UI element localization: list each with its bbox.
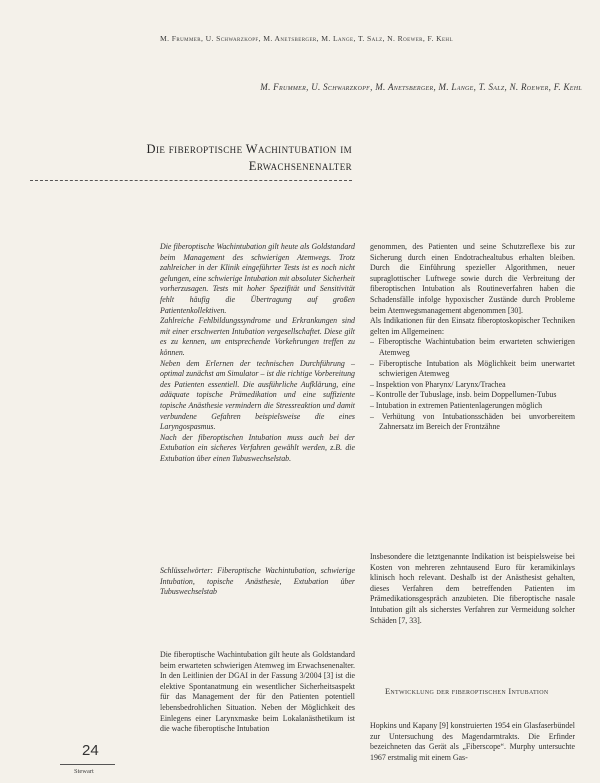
page-number: 24 — [82, 742, 99, 759]
article-title — [100, 141, 352, 175]
list-item: – Intubation in extremen Patientenlagerungen möglich — [370, 400, 543, 410]
title-divider — [30, 180, 352, 181]
list-item: – Fiberoptische Intubation als Möglichkeit beim unerwartet schwierigen Atemweg — [370, 358, 575, 379]
list-item: – Inspektion von Pharynx/ Larynx/Trachea — [370, 379, 506, 389]
author-list: M. Frummer, U. Schwarzkopf, M. Anetsberger, M. Lange, T. Salz, N. Roewer, F. Kehl — [260, 82, 582, 92]
list-item: – Verhütung von Intubationsschäden bei unvorbereitem Zahnersatz im Bereich der Frontzähne — [370, 411, 575, 432]
abstract-paragraph: Die fiberoptische Wachintubation gilt heute als Goldstandard beim Management des schwierigen Atemwegs. Trotz zahlreicher in der Klinik eingeführter Tests ist es noch nicht gelungen, eine schwierige Intubation mit absoluter Sicherheit vorherzusagen. Tests mit hoher Spezifität und Sensitivität fehlt häufig die Übertragung auf großen Patientenkollektiven. — [160, 242, 355, 315]
running-head: M. Frummer, U. Schwarzkopf, M. Anetsberger, M. Lange, T. Salz, N. Roewer, F. Kehl — [160, 34, 453, 43]
page-number-rule — [60, 764, 115, 765]
indications-intro: Als Indikationen für den Einsatz fiberoptoskopischer Techniken gelten im Allgemeinen: — [370, 316, 575, 336]
keywords: Schlüsselwörter: Fiberoptische Wachintubation, schwierige Intubation, topische Anästhesie, Extubation über Tubuswechselstab — [160, 566, 355, 597]
title-line-2: Erwachsenenalter — [248, 159, 352, 173]
list-item: – Fiberoptische Wachintubation beim erwarteten schwierigen Atemweg — [370, 337, 575, 357]
abstract — [160, 242, 355, 464]
abstract-paragraph: Neben dem Erlernen der technischen Durchführung – optimal zunächst am Simulator – ist die richtige Vorbereitung des Patienten essentiell. Die ausführliche Aufklärung, eine adäquate topische Prämedikation und eine suffiziente topische Anästhesie vermindern die Stressreaktion und damit verbundene Gefahren beispielsweise die eines Laryngospasmus. — [160, 358, 355, 432]
history-paragraph: Hopkins und Kapany [9] konstruierten 1954 ein Glasfaserbündel zur Untersuchung des Magendarmtrakts. Die Erfinder bezeichneten das Gerät als „Fiberscope“. Murphy untersuchte 1967 erstmalig mit einem Gas- — [370, 721, 575, 762]
list-item: – Kontrolle der Tubuslage, insb. beim Doppellumen-Tubus — [370, 390, 557, 400]
abstract-paragraph: Zahlreiche Fehlbildungssyndrome und Erkrankungen sind mit einer erschwerten Intubation vergesellschaftet. Diese gilt es zu kennen, um entsprechende Vorkehrungen treffen zu können. — [160, 316, 355, 357]
indications-list — [370, 337, 575, 432]
title-line-1: Die fiberoptische Wachintubation im — [146, 142, 352, 156]
abstract-paragraph: Nach der fiberoptischen Intubation muss auch bei der Extubation ein sicheres Verfahren gewählt werden, z.B. die Extubation über einen Tubuswechselstab. — [160, 432, 355, 463]
journal-label: Stewart — [74, 768, 94, 775]
right-intro-paragraph: genommen, des Patienten und seine Schutzreflexe bis zur Sicherung durch einen Endotrachealtubus erhalten bleiben. Durch die Einführung spezieller Algorithmen, neuer supraglottischer Luftwege sowie durch die Verbreitung der fiberoptischen Intubation als Routineverfahren haben die Schadensfälle infolge hypoxischer Zustände durch Probleme beim Atemwegsmanagement abgenommen [30]. — [370, 242, 575, 315]
section-heading: Entwicklung der fiberoptischen Intubation — [385, 687, 549, 696]
intro-paragraph: Die fiberoptische Wachintubation gilt heute als Goldstandard beim erwarteten schwierigen Atemweg im Erwachsenenalter. In den Leitlinien der DGAI in der Fassung 3/2004 [3] ist die elektive Spontanatmung ein wesentlicher Sicherheitsaspekt für das Management der für den Patienten potentiell lebensbedrohlichen Situation. Neben der Möglichkeit des Einlegens einer Larynxmaske beim Lokalanästhetikum ist die wache fiberoptische Intubation — [160, 650, 355, 734]
right-column-top — [370, 242, 575, 433]
right-column-middle: Insbesondere die letztgenannte Indikation ist beispielsweise bei Kosten von mehreren zehntausend Euro für keramikinlays klinisch hoch relevant. Deshalb ist der Anästhesist gehalten, dieses Verfahren dem betreffenden Patienten im Prämedikationsgespräch anzubieten. Die fiberoptische nasale Intubation gilt als sicherstes Verfahren zur Vermeidung solcher Schäden [7, 33]. — [370, 552, 575, 625]
